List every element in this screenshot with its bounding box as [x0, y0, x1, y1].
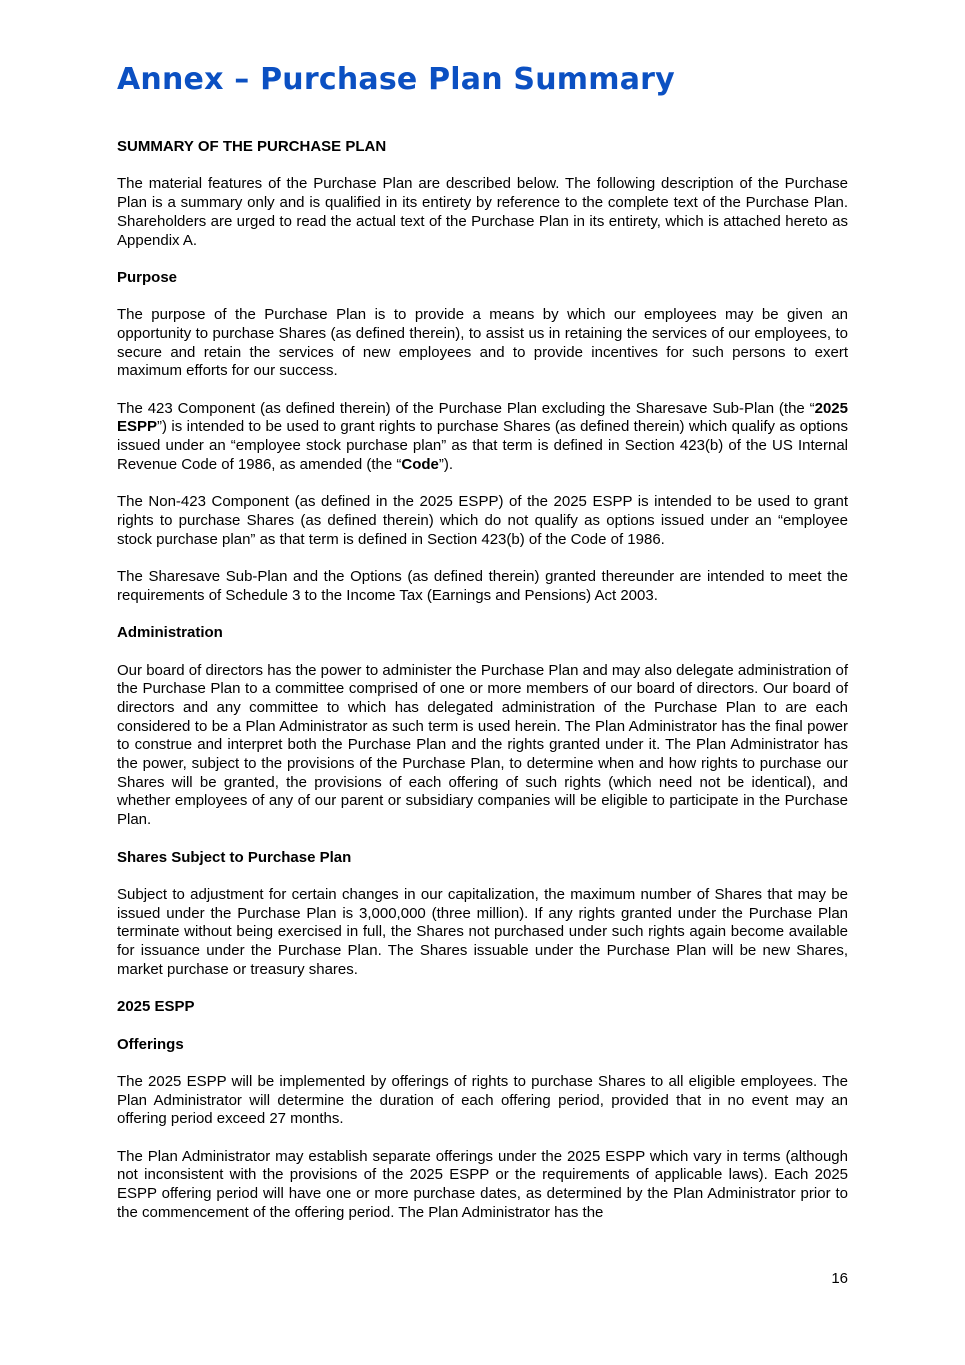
page-title: Annex – Purchase Plan Summary [117, 62, 675, 97]
offerings-paragraph-1: The 2025 ESPP will be implemented by offerings of rights to purchase Shares to all eligible employees. The Plan Administrator will determine the duration of each offering period, provided that in no event may an offering period exceed 27 months. [117, 1072, 848, 1128]
shares-paragraph: Subject to adjustment for certain changes in our capitalization, the maximum number of Shares that may be issued under the Purchase Plan is 3,000,000 (three million). If any rights granted under the Purchase Plan terminate without being exercised in full, the Shares not purchased under such rights again become available for issuance under the Purchase Plan. The Shares issuable under the Purchase Plan will be new Shares, market purchase or treasury shares. [117, 885, 848, 978]
page-number: 16 [831, 1270, 848, 1287]
defined-term-2025-espp: 2025 ESPP [117, 399, 848, 436]
summary-paragraph: The material features of the Purchase Plan are described below. The following description of the Purchase Plan is a summary only and is qualified in its entirety by reference to the complete text of the Purchase Plan. Shareholders are urged to read the actual text of the Purchase Plan in its entirety, which is attached hereto as Appendix A. [117, 175, 848, 249]
purpose-paragraph-3: The Non-423 Component (as defined in the 2025 ESPP) of the 2025 ESPP is intended to be used to grant rights to purchase Shares (as defined therein) which do not qualify as options issued under an “employee stock purchase plan” as that term is defined in Section 423(b) of the Code of 1986. [117, 493, 848, 548]
defined-term-code: Code [401, 455, 439, 473]
purpose-heading: Purpose [117, 268, 178, 286]
espp-heading: 2025 ESPP [117, 998, 195, 1016]
purpose-paragraph-2 [117, 400, 848, 475]
administration-heading: Administration [117, 624, 223, 642]
administration-paragraph: Our board of directors has the power to administer the Purchase Plan and may also delegate administration of the Purchase Plan to a committee comprised of one or more members of our board of directors. Our board of directors and any committee to which has delegated administration of the Purchase Plan to are each considered to be a Plan Administrator as such term is used herein. The Plan Administrator has the final power to construe and interpret both the Purchase Plan and the rights granted under it. The Plan Administrator has the power, subject to the provisions of the Purchase Plan, to determine when and how rights to purchase our Shares will be granted, the provisions of each offering of such rights (which need not be identical), and whether employees of any of our parent or subsidiary companies will be eligible to participate in the Purchase Plan. [117, 661, 848, 829]
purpose-paragraph-4: The Sharesave Sub-Plan and the Options (as defined therein) granted thereunder are intended to meet the requirements of Schedule 3 to the Income Tax (Earnings and Pensions) Act 2003. [117, 568, 848, 604]
offerings-heading: Offerings [117, 1035, 184, 1053]
text: ”) is intended to be used to grant rights to purchase Shares (as defined therein) which qualify as options issued under an “employee stock purchase plan” as that term is defined in Section 423(b) of the US Internal Revenue Code of 1986, as amended (the “ [117, 418, 848, 473]
offerings-paragraph-2: The Plan Administrator may establish separate offerings under the 2025 ESPP which vary in terms (although not inconsistent with the provisions of the 2025 ESPP or the requirements of applicable laws). Each 2025 ESPP offering period will have one or more purchase dates, as determined by the Plan Administrator prior to the commencement of the offering period. The Plan Administrator has the [117, 1147, 848, 1221]
summary-heading: SUMMARY OF THE PURCHASE PLAN [117, 138, 387, 155]
text: The 423 Component (as defined therein) of the Purchase Plan excluding the Sharesave Sub-Plan (the “ [117, 399, 815, 417]
document-body [117, 138, 848, 1241]
purpose-paragraph-1: The purpose of the Purchase Plan is to provide a means by which our employees may be given an opportunity to purchase Shares (as defined therein), to assist us in retaining the services of our employees, to secure and retain the services of new employees and to provide incentives for such persons to exert maximum efforts for our success. [117, 306, 848, 380]
text: ”). [438, 455, 454, 473]
shares-heading: Shares Subject to Purchase Plan [117, 848, 352, 866]
